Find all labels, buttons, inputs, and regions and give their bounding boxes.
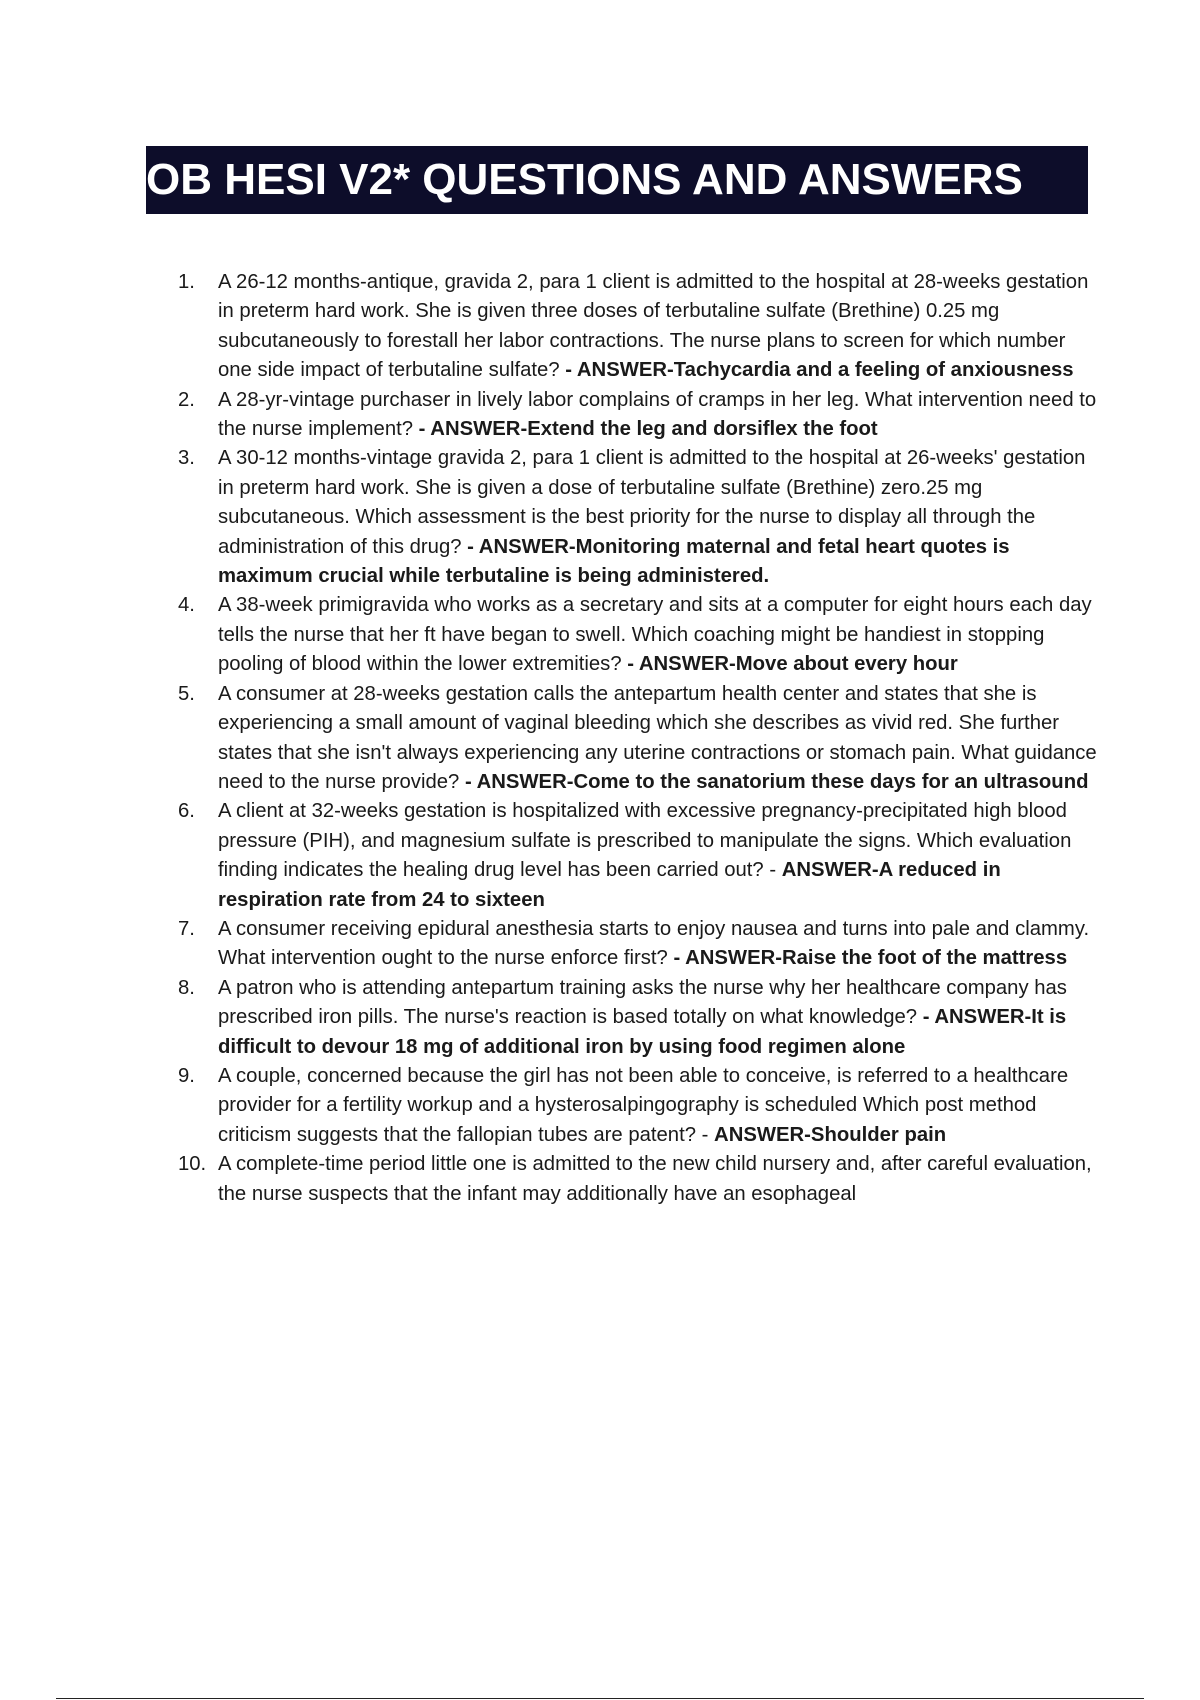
question-number: 7. [178, 917, 195, 940]
question-item-1 [178, 268, 1098, 386]
question-text: A consumer at 28-weeks gestation calls the antepartum health center and states that she is experiencing a small amount of vaginal bleeding which she describes as vivid red. She further states that she isn't always experiencing any uterine contractions or stomach pain. What guidance need to the nurse provide? [218, 682, 1097, 793]
answer-text: ANSWER-Shoulder pain [714, 1123, 947, 1146]
question-number: 5. [178, 682, 195, 705]
document-title: OB HESI V2* QUESTIONS AND ANSWERS [146, 146, 1088, 214]
question-item-2 [178, 386, 1098, 445]
question-item-7 [178, 915, 1098, 974]
answer-text: - ANSWER-Tachycardia and a feeling of anxiousness [565, 359, 1074, 382]
question-item-4 [178, 591, 1098, 679]
answer-text: - ANSWER-Monitoring maternal and fetal heart quotes is maximum crucial while terbutaline is being administered. [218, 535, 1010, 588]
question-text: A 28-yr-vintage purchaser in lively labor complains of cramps in her leg. What intervention need to the nurse implement? [218, 388, 1097, 441]
question-text: A couple, concerned because the girl has not been able to conceive, is referred to a healthcare provider for a fertility workup and a hysterosalpingography is scheduled Which post method criticism suggests that the fallopian tubes are patent? - [218, 1064, 1069, 1146]
question-text: A client at 32-weeks gestation is hospitalized with excessive pregnancy-precipitated high blood pressure (PIH), and magnesium sulfate is prescribed to manipulate the signs. Which evaluation finding indicates the healing drug level has been carried out? - [218, 800, 1072, 882]
answer-text: - ANSWER-Come to the sanatorium these days for an ultrasound [464, 770, 1089, 793]
answer-text: - ANSWER-It is difficult to devour 18 mg of additional iron by using food regimen alone [218, 1006, 1067, 1058]
question-number: 1. [178, 271, 195, 293]
question-text: A complete-time period little one is admitted to the new child nursery and, after careful evaluation, the nurse suspects that the infant may additionally have an esophageal [218, 1153, 1092, 1205]
question-list [178, 268, 1098, 1209]
question-item-3 [178, 444, 1098, 591]
question-item-9 [178, 1062, 1098, 1150]
question-text: A 26-12 months-antique, gravida 2, para 1 client is admitted to the hospital at 28-weeks gestation in preterm hard work. She is given three doses of terbutaline sulfate (Brethine) 0.25 mg subcutaneously to forestall her labor contractions. The nurse plans to screen for which number one side impact of terbutaline sulfate? [218, 271, 1089, 382]
question-number: 10. [178, 1153, 207, 1176]
answer-text: - ANSWER-Move about every hour [627, 653, 958, 676]
answer-text: ANSWER-A reduced in respiration rate from 24 to sixteen [218, 859, 1001, 911]
question-item-10 [178, 1150, 1098, 1209]
page-bottom-rule [56, 1698, 1144, 1699]
question-number: 2. [178, 388, 195, 411]
question-text: A 30-12 months-vintage gravida 2, para 1 client is admitted to the hospital at 26-weeks' gestation in preterm hard work. She is given a dose of terbutaline sulfate (Brethine) zero.25 mg subcutaneous. Which assessment is the best priority for the nurse to display all through the administration of this drug? [218, 447, 1086, 558]
question-number: 3. [178, 447, 195, 470]
question-text: A 38-week primigravida who works as a secretary and sits at a computer for eight hours each day tells the nurse that her ft have began to swell. Which coaching might be handiest in stopping pooling of blood within the lower extremities? [218, 594, 1092, 676]
question-number: 6. [178, 800, 195, 823]
question-text: A consumer receiving epidural anesthesia starts to enjoy nausea and turns into pale and clammy. What intervention ought to the nurse enforce first? [218, 917, 1090, 970]
question-item-5 [178, 680, 1098, 798]
answer-text: - ANSWER-Extend the leg and dorsiflex the foot [418, 418, 878, 441]
question-item-6 [178, 797, 1098, 915]
question-number: 9. [178, 1064, 195, 1087]
question-number: 8. [178, 976, 195, 999]
answer-text: - ANSWER-Raise the foot of the mattress [673, 947, 1068, 970]
question-item-8 [178, 974, 1098, 1062]
question-number: 4. [178, 594, 195, 617]
question-text: A patron who is attending antepartum training asks the nurse why her healthcare company has prescribed iron pills. The nurse's reaction is based totally on what knowledge? [218, 976, 1067, 1029]
